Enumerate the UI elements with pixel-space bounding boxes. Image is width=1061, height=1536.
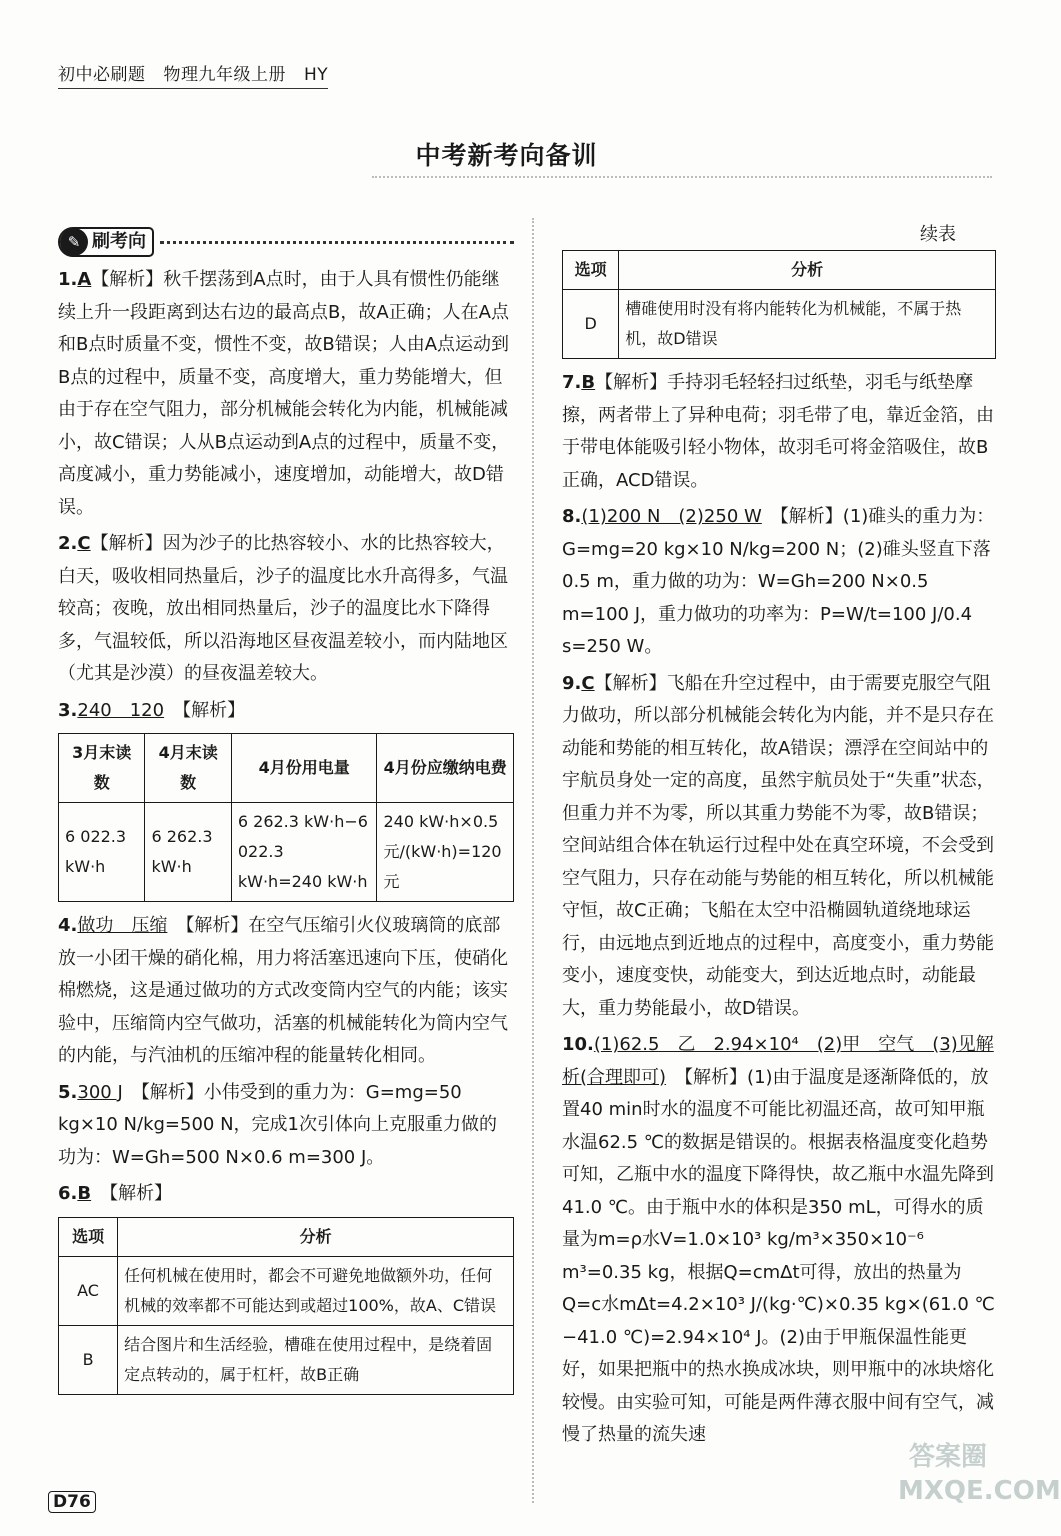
question-8: 8.(1)200 N (2)250 W 【解析】(1)碓头的重力为：G=mg=20 kg×10 N/kg=200 N；(2)碓头竖直下落0.5 m，重力做的功为：W=Gh=200 N×0.5 m=100 J，重力做功的功率为：P=W/t=100 J/0.4 s=250 W。: [562, 506, 995, 657]
table-header: 选项: [59, 1217, 118, 1256]
right-column: [562, 222, 996, 1456]
explanation: 【解析】手持羽毛轻轻扫过纸垫，羽毛与纸垫摩擦，两者带上了异种电荷；羽毛带了电，靠近金箔，由于带电体能吸引轻小物体，故羽毛可将金箔吸住，故B正确，ACD错误。: [562, 372, 994, 491]
table-row: [59, 803, 514, 902]
table-header: 4月份用电量: [231, 734, 377, 803]
answer: A: [77, 269, 92, 290]
table-cell: AC: [59, 1256, 118, 1325]
question-6: 6.B 【解析】 选项 分析 AC 任何机械在使用时，都会不可避免地做额外功，任何机械的效率都不可能达到或超过100%，故A、C错误 B 结合图片和生活经验，槽碓在使用过程中，是绕着固定点转动的，属于杠杆，故B正确: [58, 1178, 514, 1395]
table-header: 分析: [619, 251, 996, 290]
table-cell: D: [563, 290, 619, 359]
section-badge: [58, 227, 154, 257]
table-row: [59, 1325, 514, 1394]
answer: C: [77, 533, 91, 554]
edition: HY: [304, 65, 329, 85]
answer: 240 120: [77, 699, 165, 721]
electricity-table: [58, 733, 514, 902]
table-cell: 任何机械在使用时，都会不可避免地做额外功，任何机械的效率都不可能达到或超过100%，故A、C错误: [118, 1256, 514, 1325]
explanation: 【解析】飞船在升空过程中，由于需要克服空气阻力做功，所以部分机械能会转化为内能，并不是只存在动能和势能的相互转化，故A错误；漂浮在空间站中的宇航员身处一定的高度，虽然宇航员处于“失重”状态，但重力并不为零，所以其重力势能不为零，故B错误；空间站组合体在轨运行过程中处在真空环境，不会受到空气阻力，只存在动能与势能的相互转化，所以机械能守恒，故C正确；飞船在太空中沿椭圆轨道绕地球运行，由远地点到近地点的过程中，高度变小，重力势能变小，速度变快，动能变大，到达近地点时，动能最大，重力势能最小，故D错误。: [562, 672, 995, 1019]
explanation: 【解析】(1)碓头的重力为：G=mg=20 kg×10 N/kg=200 N；(2)碓头竖直下落0.5 m，重力做的功为：W=Gh=200 N×0.5 m=100 J，重力做功的功率为：P=W/t=100 J/0.4 s=250 W。: [562, 506, 995, 657]
table-row: [59, 1256, 514, 1325]
question-5: 5.300 J 【解析】小伟受到的重力为：G=mg=50 kg×10 N/kg=500 N，完成1次引体向上克服重力做的功为：W=Gh=500 N×0.6 m=300 J。: [58, 1081, 498, 1168]
table-cell: B: [59, 1325, 118, 1394]
table-cell: 6 262.3 kW·h−6 022.3 kW·h=240 kW·h: [231, 803, 377, 902]
series-name: 初中必刷题: [58, 65, 146, 85]
table-cell: 6 022.3 kW·h: [59, 803, 145, 902]
answer: (1)200 N (2)250 W: [581, 506, 762, 527]
dotted-leader: [160, 241, 514, 244]
subject-name: 物理九年级上册: [163, 65, 286, 85]
question-7: 7.B【解析】手持羽毛轻轻扫过纸垫，羽毛与纸垫摩擦，两者带上了异种电荷；羽毛带了电，靠近金箔，由于带电体能吸引轻小物体，故羽毛可将金箔吸住，故B正确，ACD错误。: [562, 372, 994, 491]
table-header: 4月末读数: [145, 734, 231, 803]
table-cell: 6 262.3 kW·h: [145, 803, 231, 902]
table-cell: 240 kW·h×0.5元/(kW·h)=120元: [377, 803, 514, 902]
explanation: 【解析】在空气压缩引火仪玻璃筒的底部放一小团干燥的硝化棉，用力将活塞迅速向下压，使硝化棉燃烧，这是通过做功的方式改变筒内空气的内能；该实验中，压缩筒内空气做功，活塞的机械能转化为筒内空气的内能，与汽油机的压缩冲程的能量转化相同。: [58, 915, 508, 1066]
explanation: 【解析】因为沙子的比热容较小、水的比热容较大，白天，吸收相同热量后，沙子的温度比水升高得多，气温较高；夜晚，放出相同热量后，沙子的温度比水下降得多，气温较低，所以沿海地区昼夜温差较小，而内陆地区（尤其是沙漠）的昼夜温差较大。: [58, 533, 508, 684]
question-9: 9.C【解析】飞船在升空过程中，由于需要克服空气阻力做功，所以部分机械能会转化为内能，并不是只存在动能和势能的相互转化，故A错误；漂浮在空间站中的宇航员身处一定的高度，虽然宇航员处于“失重”状态，但重力并不为零，所以其重力势能不为零，故B错误；空间站组合体在轨运行过程中处在真空环境，不会受到空气阻力，只存在动能与势能的相互转化，所以机械能守恒，故C正确；飞船在太空中沿椭圆轨道绕地球运行，由远地点到近地点的过程中，高度变小，重力势能变小，速度变快，动能变大，到达近地点时，动能最大，重力势能最小，故D错误。: [562, 672, 995, 1019]
page-number: D76: [48, 1491, 96, 1513]
answer: B: [581, 372, 596, 393]
section-label: 刷考向: [92, 230, 146, 252]
brush-icon: ✎: [60, 228, 88, 256]
table-row: [563, 290, 996, 359]
option-analysis-table-continued: [562, 250, 996, 359]
watermark: 答案圈 MXQE.COM: [898, 1442, 1061, 1506]
explanation: 【解析】秋千摆荡到A点时，由于人具有惯性仍能继续上升一段距离到达右边的最高点B，故A正确；人在A点和B点时质量不变，惯性不变，故B错误；人由A点运动到B点的过程中，质量不变，高度增大，重力势能增大，但由于存在空气阻力，部分机械能会转化为内能，机械能减小，故C错误；人从B点运动到A点的过程中，质量不变，高度减小，重力势能减小，速度增加，动能增大，故D错误。: [58, 269, 510, 518]
left-column: [58, 222, 514, 1403]
explanation: 【解析】(1)由于温度是逐渐降低的，放置40 min时水的温度不可能比初温还高，故可知甲瓶水温62.5 ℃的数据是错误的。根据表格温度变化趋势可知，乙瓶中水的温度下降得快，故乙瓶中水温先降到41.0 ℃。由于瓶中水的体积是350 mL，可得水的质量为m=ρ水V=1.0×10³ kg/m³×350×10⁻⁶ m³=0.35 kg，根据Q=cmΔt可得，放出的热量为Q=c水mΔt=4.2×10³ J/(kg·℃)×0.35 kg×(61.0 ℃−41.0 ℃)=2.94×10⁴ J。(2)由于甲瓶保温性能更好，如果把瓶中的热水换成冰块，则甲瓶中的冰块熔化较慢。由实验可知，可能是两件薄衣服中间有空气，减慢了热量的流失速: [562, 1066, 995, 1445]
question-10: 10.(1)62.5 乙 2.94×10⁴ (2)甲 空气 (3)见解析(合理即可) 【解析】(1)由于温度是逐渐降低的，放置40 min时水的温度不可能比初温还高，故可知甲瓶水温62.5 ℃的数据是错误的。根据表格温度变化趋势可知，乙瓶中水的温度下降得快，故乙瓶中水温先降到41.0 ℃。由于瓶中水的体积是350 mL，可得水的质量为m=ρ水V=1.0×10³ kg/m³×350×10⁻⁶ m³=0.35 kg，根据Q=cmΔt可得，放出的热量为Q=c水mΔt=4.2×10³ J/(kg·℃)×0.35 kg×(61.0 ℃−41.0 ℃)=2.94×10⁴ J。(2)由于甲瓶保温性能更好，如果把瓶中的热水换成冰块，则甲瓶中的冰块熔化较慢。由实验可知，可能是两件薄衣服中间有空气，减慢了热量的流失速: [562, 1034, 995, 1445]
option-analysis-table: [58, 1217, 514, 1395]
section-header: [58, 222, 514, 262]
answer: 300 J: [77, 1081, 123, 1103]
explanation: 【解析】小伟受到的重力为：G=mg=50 kg×10 N/kg=500 N，完成1次引体向上克服重力做的功为：W=Gh=500 N×0.6 m=300 J。: [58, 1081, 498, 1168]
continued-label: 续表: [920, 224, 956, 245]
question-2: 2.C【解析】因为沙子的比热容较小、水的比热容较大，白天，吸收相同热量后，沙子的温度比水升高得多，气温较高；夜晚，放出相同热量后，沙子的温度比水下降得多，气温较低，所以沿海地区昼夜温差较小，而内陆地区（尤其是沙漠）的昼夜温差较大。: [58, 533, 508, 684]
table-header: 分析: [118, 1217, 514, 1256]
table-header: 4月份应缴纳电费: [377, 734, 514, 803]
page-title: 中考新考向备训: [415, 141, 598, 170]
answer: 做功 压缩: [77, 915, 168, 936]
explanation: 【解析】: [182, 699, 246, 721]
explanation: 【解析】: [109, 1183, 173, 1204]
answer: C: [581, 672, 595, 694]
table-header: 选项: [563, 251, 619, 290]
answer: (1)62.5 乙 2.94×10⁴ (2)甲 空气 (3)见解析(合理即可): [562, 1034, 994, 1088]
answer: B: [77, 1183, 92, 1204]
question-4: 4.做功 压缩 【解析】在空气压缩引火仪玻璃筒的底部放一小团干燥的硝化棉，用力将活塞迅速向下压，使硝化棉燃烧，这是通过做功的方式改变筒内空气的内能；该实验中，压缩筒内空气做功，活塞的机械能转化为筒内空气的内能，与汽油机的压缩冲程的能量转化相同。: [58, 915, 508, 1066]
title-rule: [372, 176, 992, 178]
question-3: 3.240 120 【解析】 3月末读数 4月末读数 4月份用电量 4月份应缴纳电费 6 022.3 kW·h 6 262.3 kW·h 6 262.3 kW·h−6 022.3 kW·h=240 kW·h 240 kW·h×0.5元/(kW·h)=120元: [58, 695, 514, 903]
table-header: 3月末读数: [59, 734, 145, 803]
table-cell: 结合图片和生活经验，槽碓在使用过程中，是绕着固定点转动的，属于杠杆，故B正确: [118, 1325, 514, 1394]
column-divider: [532, 218, 534, 1503]
running-head: [58, 60, 328, 89]
question-1: 1.A【解析】秋千摆荡到A点时，由于人具有惯性仍能继续上升一段距离到达右边的最高点B，故A正确；人在A点和B点时质量不变，惯性不变，故B错误；人由A点运动到B点的过程中，质量不变，高度增大，重力势能增大，但由于存在空气阻力，部分机械能会转化为内能，机械能减小，故C错误；人从B点运动到A点的过程中，质量不变，高度减小，重力势能减小，速度增加，动能增大，故D错误。: [58, 269, 510, 518]
table-cell: 槽碓使用时没有将内能转化为机械能，不属于热机，故D错误: [619, 290, 996, 359]
